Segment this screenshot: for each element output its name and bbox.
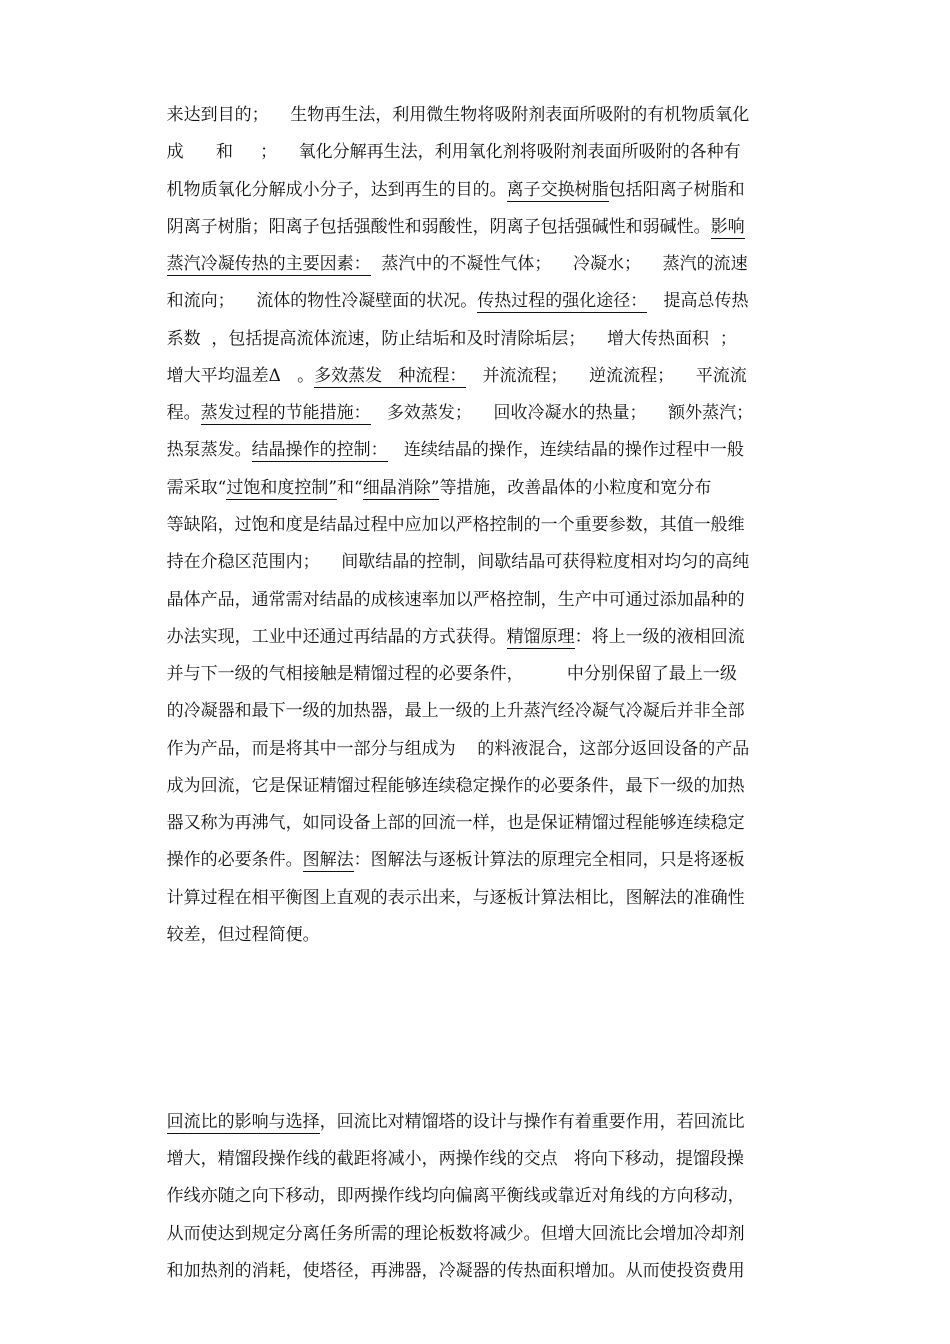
text-run: 成 和 ； 氧化分解再生法，利用氧化剂将吸附剂表面所吸附的各种有 [166, 142, 741, 162]
text-line [145, 507, 810, 572]
text-run: 成为回流，它是保证精馏过程能够连续稳定操作的必要条件，最下一级的加热 [166, 776, 745, 796]
text-run: ，回流比对精馏塔的设计与操作有着重要作用，若回流比 [319, 1112, 745, 1132]
text-run: 作线亦随之向下移动，即两操作线均向偏离平衡线或靠近对角线的方向移动， [166, 1186, 745, 1206]
underlined-term: 精馏原理 [506, 627, 575, 647]
text-line [145, 656, 810, 721]
text-run: 和加热剂的消耗，使塔径，再沸器，冷凝器的传热面积增加。从而使投资费用 [166, 1261, 745, 1281]
underlined-term: 细晶消除” [362, 478, 440, 498]
text-run: 机物质氧化分解成小分子，达到再生的目的。 [166, 180, 507, 200]
text-line [145, 582, 810, 647]
text-line [145, 172, 810, 237]
text-run: 程。 [166, 403, 201, 423]
text-run: 等措施，改善晶体的小粒度和宽分布 [439, 478, 712, 498]
text-run: ：图解法与逐板计算法的原理完全相同，只是将逐板 [353, 850, 745, 870]
text-line [145, 135, 810, 200]
text-line [145, 1141, 810, 1206]
underlined-term: 结晶操作的控制： [251, 440, 388, 460]
text-line [145, 731, 810, 796]
text-run: 热泵蒸发。 [166, 440, 252, 460]
text-line [145, 284, 810, 349]
text-run: 增大，精馏段操作线的截距将减小，两操作线的交点 将向下移动，提馏段操 [166, 1149, 744, 1169]
text-line [145, 1216, 810, 1281]
text-run: ：将上一级的液相回流 [574, 627, 745, 647]
text-run: 持在介稳区范围内； 间歇结晶的控制，间歇结晶可获得粒度相对均匀的高纯 [166, 552, 750, 572]
underlined-term: 影响 [710, 217, 745, 237]
text-line [145, 694, 810, 759]
text-run: 阴离子树脂；阳离子包括强酸性和弱酸性，阴离子包括强碱性和弱碱性。 [166, 217, 711, 237]
text-line [145, 209, 810, 274]
text-run: 从而使达到规定分离任务所需的理论板数将减少。但增大回流比会增加冷却剂 [166, 1224, 745, 1244]
text-line [145, 1067, 810, 1132]
underlined-term: 离子交换树脂 [506, 180, 609, 200]
text-line [145, 843, 810, 908]
text-run: 来达到目的； 生物再生法，利用微生物将吸附剂表面所吸附的有机物质氧化 [166, 105, 750, 125]
underlined-term: 蒸汽冷凝传热的主要因素： [166, 254, 371, 274]
text-line [145, 880, 810, 945]
underlined-term: 过饱和度控制” [226, 478, 338, 498]
text-line [145, 619, 810, 684]
text-line [145, 1104, 810, 1169]
underlined-term: 多效蒸发 种流程： [314, 366, 467, 386]
text-run: 晶体产品，通常需对结晶的成核速率加以严格控制，生产中可通过添加晶种的 [166, 590, 745, 610]
text-line [145, 470, 810, 535]
text-run: 包括阳离子树脂和 [608, 180, 745, 200]
text-run: 和“ [337, 478, 363, 498]
text-line [145, 433, 810, 498]
text-run: 提高总传热 [647, 291, 749, 311]
text-run: 较差，但过程简便。 [166, 925, 320, 945]
text-run: 并与下一级的气相接触是精馏过程的必要条件， 中分别保留了最上一级 [166, 664, 737, 684]
text-run: 多效蒸发； 回收冷凝水的热量； 额外蒸汽； [370, 403, 754, 423]
text-run: 并流流程； 逆流流程； 平流流 [466, 366, 747, 386]
text-line [145, 97, 810, 162]
underlined-term: 传热过程的强化途径： [477, 291, 648, 311]
underlined-term: 图解法 [302, 850, 354, 870]
text-run: 的冷凝器和最下一级的加热器，最上一级的上升蒸汽经冷凝气冷凝后并非全部 [166, 701, 745, 721]
text-run: 等缺陷，过饱和度是结晶过程中应加以严格控制的一个重要参数，其值一般维 [166, 515, 745, 535]
text-line [145, 768, 810, 833]
text-line [145, 321, 810, 386]
text-line [145, 805, 810, 870]
text-run: 蒸汽中的不凝性气体； 冷凝水； 蒸汽的流速 [370, 254, 748, 274]
underlined-term: 蒸发过程的节能措施： [200, 403, 371, 423]
text-line [145, 358, 810, 423]
text-run: 和流向； 流体的物性冷凝壁面的状况。 [166, 291, 478, 311]
underlined-term: 回流比的影响与选择 [166, 1112, 320, 1132]
text-line [145, 395, 810, 460]
text-line [145, 545, 810, 610]
text-line [145, 60, 810, 125]
text-run: 器又称为再沸气，如同设备上部的回流一样，也是保证精馏过程能够连续稳定 [166, 813, 745, 833]
text-line [145, 246, 810, 311]
text-run: 操作的必要条件。 [166, 850, 303, 870]
text-run: 作为产品，而是将其中一部分与组成为 的料液混合，这部分返回设备的产品 [166, 739, 750, 759]
text-run: 系数 ，包括提高流体流速，防止结垢和及时清除垢层； 增大传热面积 ； [166, 329, 737, 349]
text-line [145, 1179, 810, 1244]
text-run: 计算过程在相平衡图上直观的表示出来，与逐板计算法相比，图解法的准确性 [166, 888, 745, 908]
text-run: 需采取“ [166, 478, 227, 498]
text-run: 办法实现，工业中还通过再结晶的方式获得。 [166, 627, 507, 647]
text-run: 增大平均温差Δ 。 [166, 366, 315, 386]
text-run: 连续结晶的操作，连续结晶的操作过程中一般 [387, 440, 744, 460]
